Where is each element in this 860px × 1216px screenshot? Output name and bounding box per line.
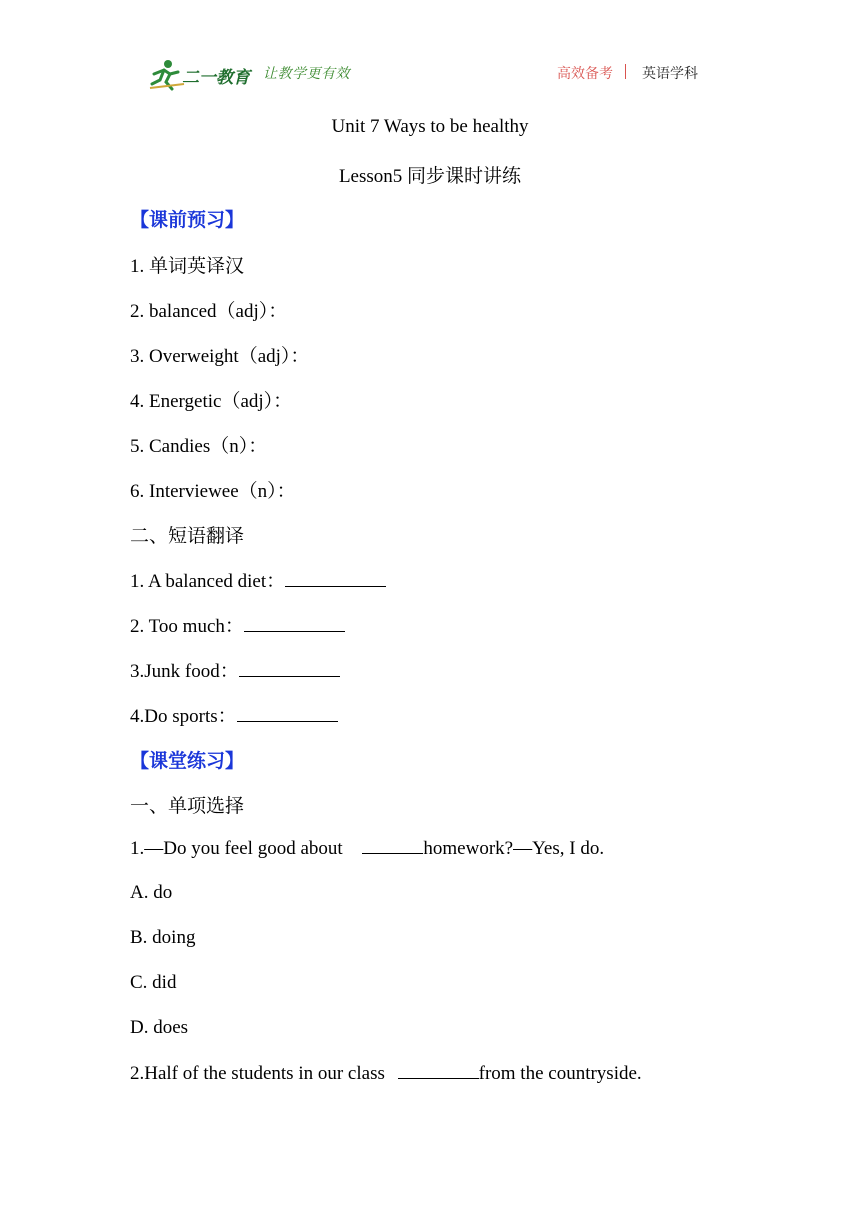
answer-blank[interactable] bbox=[398, 1062, 479, 1079]
question-text: 1.—Do you feel good about bbox=[130, 838, 348, 859]
logo bbox=[148, 58, 256, 92]
answer-blank[interactable] bbox=[239, 660, 340, 677]
phrase-item bbox=[130, 566, 386, 593]
option-b[interactable]: B. doing bbox=[130, 927, 196, 948]
unit-title: Unit 7 Ways to be healthy bbox=[331, 116, 529, 137]
header-tag-exam: 高效备考 bbox=[557, 66, 613, 82]
phrase-text: 2. Too much： bbox=[130, 616, 244, 637]
header-divider bbox=[625, 64, 626, 79]
vocab-item: 4. Energetic（adj）： bbox=[130, 391, 293, 412]
phrase-text: 3.Junk food： bbox=[130, 661, 239, 682]
answer-blank[interactable] bbox=[285, 570, 386, 587]
answer-blank[interactable] bbox=[237, 705, 338, 722]
vocab-item: 2. balanced（adj）： bbox=[130, 301, 288, 322]
vocab-item: 3. Overweight（adj）： bbox=[130, 346, 310, 367]
choice-heading: 一、单项选择 bbox=[130, 796, 245, 817]
vocab-heading: 1. 单词英译汉 bbox=[130, 256, 245, 277]
phrase-heading: 二、短语翻译 bbox=[130, 526, 245, 547]
question-1 bbox=[130, 837, 604, 860]
answer-blank[interactable] bbox=[244, 615, 345, 632]
phrase-text: 1. A balanced diet： bbox=[130, 571, 286, 592]
section-practice-heading: 【课堂练习】 bbox=[130, 750, 245, 772]
section-preview-heading: 【课前预习】 bbox=[130, 209, 245, 231]
runner-logo-icon bbox=[148, 58, 256, 92]
phrase-item bbox=[130, 611, 345, 638]
answer-blank[interactable] bbox=[362, 837, 423, 854]
question-2 bbox=[130, 1062, 642, 1085]
question-text: homework?—Yes, I do. bbox=[423, 838, 605, 859]
option-c[interactable]: C. did bbox=[130, 972, 177, 993]
slogan: 让教学更有效 bbox=[263, 66, 350, 82]
question-text: 2.Half of the students in our class bbox=[130, 1063, 390, 1084]
phrase-item bbox=[130, 701, 338, 728]
option-d[interactable]: D. does bbox=[130, 1017, 189, 1038]
option-a[interactable]: A. do bbox=[130, 882, 173, 903]
header-tag-subject: 英语学科 bbox=[642, 66, 698, 82]
lesson-title: Lesson5 同步课时讲练 bbox=[338, 166, 522, 187]
phrase-item bbox=[130, 656, 340, 683]
question-text: from the countryside. bbox=[478, 1063, 642, 1084]
logo-text: 二一教育 bbox=[182, 68, 250, 88]
vocab-item: 6. Interviewee（n）： bbox=[130, 481, 296, 502]
phrase-text: 4.Do sports： bbox=[130, 706, 237, 727]
vocab-item: 5. Candies（n）： bbox=[130, 436, 268, 457]
